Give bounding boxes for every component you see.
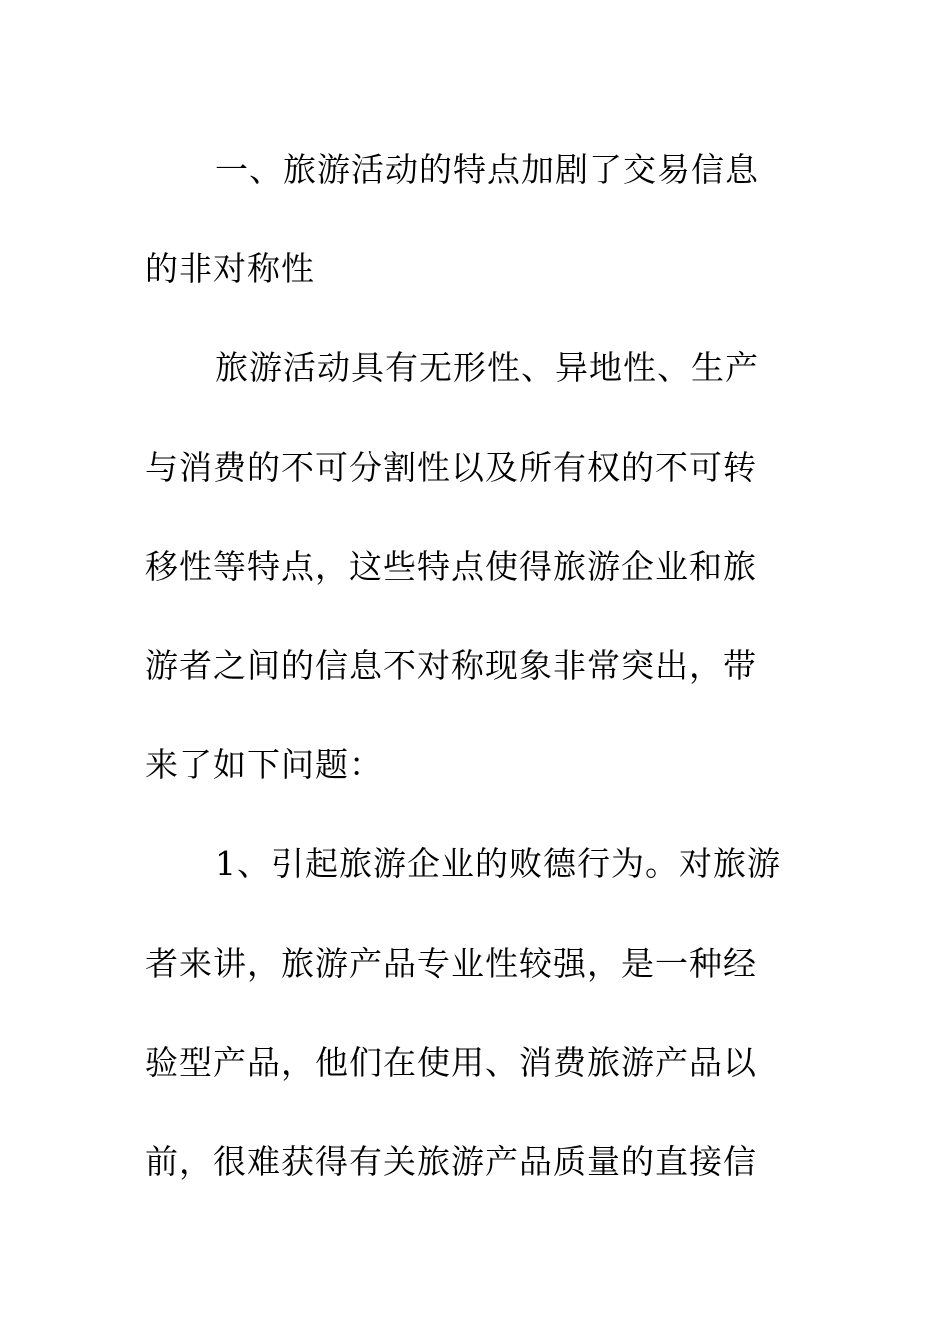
heading-line: 一、旅游活动的特点加剧了交易信息	[215, 150, 759, 189]
paragraph-line: 前，很难获得有关旅游产品质量的直接信	[145, 1141, 757, 1181]
paragraph-line: 移性等特点，这些特点使得旅游企业和旅	[145, 546, 757, 586]
paragraph-line: 者来讲，旅游产品专业性较强，是一种经	[145, 943, 757, 983]
heading-line: 的非对称性	[145, 249, 315, 289]
paragraph-line: 来了如下问题：	[145, 745, 383, 785]
document-body	[145, 120, 805, 1211]
paragraph-line: 游者之间的信息不对称现象非常突出，带	[145, 645, 757, 685]
paragraph-intro	[145, 318, 805, 814]
paragraph-line: 与消费的不可分割性以及所有权的不可转	[145, 447, 757, 487]
paragraph-line: 1、引起旅游企业的败德行为。对旅游	[215, 844, 781, 884]
paragraph-line: 旅游活动具有无形性、异地性、生产	[215, 348, 759, 388]
section-heading	[145, 120, 805, 318]
paragraph-line: 验型产品，他们在使用、消费旅游产品以	[145, 1042, 757, 1082]
paragraph-point-1	[145, 814, 805, 1211]
